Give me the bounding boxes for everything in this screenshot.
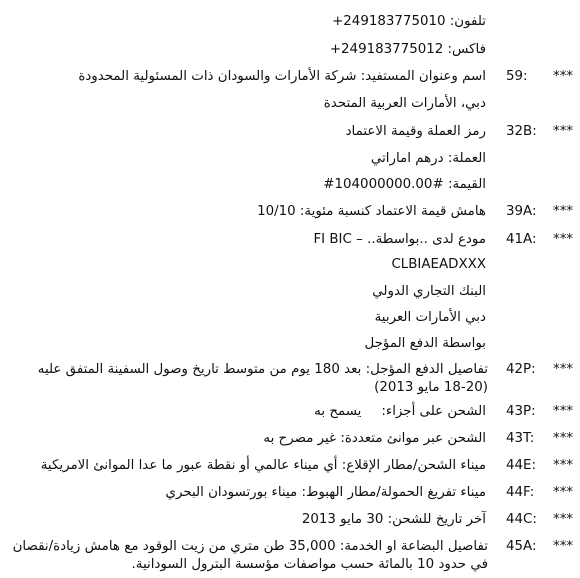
field-value: بعد 180 يوم من متوسط تاريخ وصول السفينة المتفق عليه (20-18 مايو 2013) [37, 362, 488, 395]
bic-code: CLBIAEADXXX [391, 257, 486, 272]
beneficiary-address: دبي، الأمارات العربية المتحدة [323, 96, 486, 111]
field-label: تفاصيل الدفع المؤجل: [365, 362, 488, 377]
phone-value: +249183775010 [332, 14, 446, 29]
field-marker: *** [553, 362, 574, 377]
port-of-loading-line [41, 457, 486, 475]
goods-description-paragraph [8, 538, 488, 574]
field-tag: 43P: [506, 404, 536, 419]
field-tag: 45A: [506, 539, 537, 554]
field-tag: 44F: [506, 485, 535, 500]
amount-line: القيمة: ‎#104000000.00# [323, 177, 486, 192]
field-value: يسمح به [314, 404, 362, 419]
field-tag: 41A: [506, 232, 537, 247]
phone-label: تلفون: [449, 14, 486, 29]
field-marker: *** [553, 485, 574, 500]
field-marker: *** [553, 69, 574, 84]
phone-line [332, 13, 486, 31]
field-label: تفاصيل البضاعة او الخدمة: [339, 539, 488, 554]
field-value: غير مصرح به [263, 431, 337, 446]
field-label: ميناء الشحن/مطار الإقلاع: [341, 458, 486, 473]
field-tag: 39A: [506, 204, 537, 219]
bank-city: دبي الأمارات العربية [374, 310, 486, 325]
beneficiary-line [78, 68, 486, 86]
field-label: هامش قيمة الاعتماد كنسبة مئوية: [299, 204, 486, 219]
field-value: شركة الأمارات والسودان ذات المسئولية المحدودة [78, 69, 357, 84]
port-of-discharge-line [165, 484, 486, 502]
field-marker: *** [553, 232, 574, 247]
bank-name: البنك التجاري الدولي [372, 284, 486, 299]
field-value: أي ميناء عالمي أو نقطة عبور ما عدا الموانئ الامريكية [40, 458, 338, 473]
field-marker: *** [553, 204, 574, 219]
field-tag: 44E: [506, 458, 537, 473]
field-label: ميناء تفريغ الحمولة/مطار الهبوط: [301, 485, 486, 500]
field-label: الشحن عبر موانئ متعددة: [340, 431, 486, 446]
field-label: مودع لدى ..بواسطة.. – FI BIC [313, 232, 486, 247]
field-marker: *** [553, 539, 574, 554]
field-value: 30 مايو 2013 [301, 512, 384, 527]
field-tag: 59: [506, 69, 528, 84]
deferred-payment-paragraph [8, 361, 488, 397]
field-label: رمز العملة وقيمة الاعتماد [345, 124, 486, 139]
partial-shipment-line [314, 403, 486, 421]
field-marker: *** [553, 458, 574, 473]
fax-value: +249183775012 [329, 42, 444, 57]
field-tag: 42P: [506, 362, 536, 377]
latest-shipment-line [302, 511, 486, 529]
payment-method: بواسطة الدفع المؤجل [364, 336, 486, 351]
field-label: الشحن على أجزاء: [381, 404, 486, 419]
field-marker: *** [553, 512, 574, 527]
field-marker: *** [553, 431, 574, 446]
field-marker: *** [553, 124, 574, 139]
field-label: آخر تاريخ للشحن: [387, 512, 486, 527]
fax-line [330, 41, 486, 59]
field-value: ميناء بورتسودان البحري [165, 485, 298, 500]
field-marker: *** [553, 404, 574, 419]
field-tag: 44C: [506, 512, 537, 527]
field-tag: 43T: [506, 431, 535, 446]
field-value: 35,000 طن متري من زيت الوقود مع هامش زيادة/نقصان في حدود 10 بالمائة حسب مواصفات مؤسسة البترول السودانية. [12, 539, 488, 572]
field-tag: 32B: [506, 124, 537, 139]
transshipment-line [263, 430, 486, 448]
field-value: 10/10 [257, 204, 296, 219]
field-label: اسم وعنوان المستفيد: [360, 69, 486, 84]
fax-label: فاكس: [447, 42, 486, 57]
margin-line [257, 203, 486, 221]
currency-line: العملة: درهم اماراتي [370, 151, 486, 166]
